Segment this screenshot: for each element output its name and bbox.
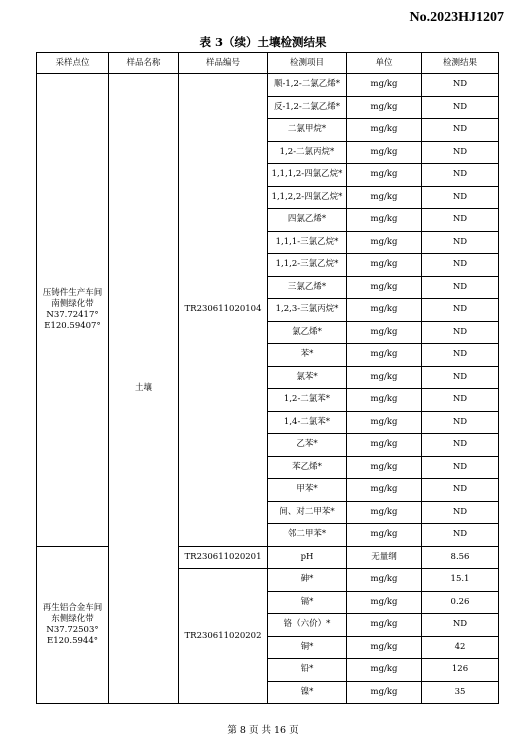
test-item-cell: 反-1,2-二氯乙烯* — [268, 96, 347, 119]
unit-cell: mg/kg — [347, 524, 422, 547]
result-cell: ND — [422, 389, 499, 412]
site-longitude: E120.59407° — [44, 320, 101, 331]
result-cell: ND — [422, 209, 499, 232]
table-row — [37, 74, 499, 97]
result-cell: ND — [422, 411, 499, 434]
header-test-item: 检测项目 — [268, 53, 347, 74]
test-item-cell: 1,2-二氯丙烷* — [268, 141, 347, 164]
result-cell: ND — [422, 254, 499, 277]
test-item-cell: 苯* — [268, 344, 347, 367]
unit-cell: mg/kg — [347, 681, 422, 704]
test-item-cell: 1,1,2,2-四氯乙烷* — [268, 186, 347, 209]
table-header-row — [37, 53, 499, 74]
result-cell: ND — [422, 231, 499, 254]
result-cell: ND — [422, 141, 499, 164]
test-item-cell: 邻二甲苯* — [268, 524, 347, 547]
result-cell: ND — [422, 186, 499, 209]
unit-cell: mg/kg — [347, 614, 422, 637]
result-cell: ND — [422, 456, 499, 479]
test-item-cell: 1,1,2-三氯乙烷* — [268, 254, 347, 277]
test-item-cell: 氯苯* — [268, 366, 347, 389]
unit-cell: mg/kg — [347, 231, 422, 254]
test-item-cell: 1,1,1-三氯乙烷* — [268, 231, 347, 254]
test-item-cell: 四氯乙烯* — [268, 209, 347, 232]
result-cell: 42 — [422, 636, 499, 659]
sample-id-cell: TR230611020201 — [179, 546, 268, 569]
test-item-cell: 乙苯* — [268, 434, 347, 457]
table-row — [37, 546, 499, 569]
test-item-cell: 1,2,3-三氯丙烷* — [268, 299, 347, 322]
page-footer: 第 8 页 共 16 页 — [227, 725, 299, 736]
unit-cell: mg/kg — [347, 456, 422, 479]
unit-cell: mg/kg — [347, 591, 422, 614]
unit-cell: mg/kg — [347, 389, 422, 412]
test-item-cell: 甲苯* — [268, 479, 347, 502]
test-item-cell: 1,1,1,2-四氯乙烷* — [268, 164, 347, 187]
unit-cell: 无量纲 — [347, 546, 422, 569]
test-item-cell: 间、对二甲苯* — [268, 501, 347, 524]
site-longitude: E120.5944° — [46, 635, 98, 646]
test-item-cell: 砷* — [268, 569, 347, 592]
result-cell: ND — [422, 164, 499, 187]
test-item-cell: 铜* — [268, 636, 347, 659]
unit-cell: mg/kg — [347, 344, 422, 367]
unit-cell: mg/kg — [347, 119, 422, 142]
result-cell: ND — [422, 276, 499, 299]
unit-cell: mg/kg — [347, 254, 422, 277]
unit-cell: mg/kg — [347, 659, 422, 682]
unit-cell: mg/kg — [347, 411, 422, 434]
result-cell: ND — [422, 614, 499, 637]
test-item-cell: 氯乙烯* — [268, 321, 347, 344]
test-item-cell: 铬（六价）* — [268, 614, 347, 637]
result-cell: 15.1 — [422, 569, 499, 592]
table-title: 表 3（续）土壤检测结果 — [199, 35, 327, 49]
header-sample-name: 样品名称 — [109, 53, 179, 74]
unit-cell: mg/kg — [347, 569, 422, 592]
test-item-cell: 三氯乙烯* — [268, 276, 347, 299]
site-cell — [37, 546, 109, 704]
unit-cell: mg/kg — [347, 186, 422, 209]
test-item-cell: pH — [268, 546, 347, 569]
result-cell: ND — [422, 434, 499, 457]
result-cell: ND — [422, 321, 499, 344]
result-cell: 8.56 — [422, 546, 499, 569]
test-item-cell: 镉* — [268, 591, 347, 614]
unit-cell: mg/kg — [347, 74, 422, 97]
result-cell: ND — [422, 366, 499, 389]
unit-cell: mg/kg — [347, 434, 422, 457]
result-cell: 0.26 — [422, 591, 499, 614]
site-name: 再生铝合金车间东侧绿化带 — [42, 602, 103, 624]
header-result: 检测结果 — [422, 53, 499, 74]
site-name: 压铸件生产车间南侧绿化带 — [42, 287, 103, 309]
sample-id-cell: TR230611020202 — [179, 569, 268, 704]
site-latitude: N37.72503° — [46, 624, 99, 635]
result-cell: ND — [422, 299, 499, 322]
result-cell: ND — [422, 479, 499, 502]
result-cell: ND — [422, 344, 499, 367]
result-cell: 35 — [422, 681, 499, 704]
unit-cell: mg/kg — [347, 209, 422, 232]
result-cell: ND — [422, 501, 499, 524]
result-cell: ND — [422, 96, 499, 119]
header-unit: 单位 — [347, 53, 422, 74]
site-cell — [37, 74, 109, 547]
unit-cell: mg/kg — [347, 501, 422, 524]
result-cell: ND — [422, 524, 499, 547]
unit-cell: mg/kg — [347, 479, 422, 502]
sample-name-cell: 土壤 — [109, 74, 179, 704]
test-item-cell: 苯乙烯* — [268, 456, 347, 479]
unit-cell: mg/kg — [347, 164, 422, 187]
soil-results-table — [36, 52, 499, 704]
site-latitude: N37.72417° — [46, 309, 99, 320]
result-cell: 126 — [422, 659, 499, 682]
test-item-cell: 铅* — [268, 659, 347, 682]
result-cell: ND — [422, 119, 499, 142]
test-item-cell: 1,4-二氯苯* — [268, 411, 347, 434]
unit-cell: mg/kg — [347, 366, 422, 389]
unit-cell: mg/kg — [347, 141, 422, 164]
test-item-cell: 顺-1,2-二氯乙烯* — [268, 74, 347, 97]
sample-id-cell: TR230611020104 — [179, 74, 268, 547]
unit-cell: mg/kg — [347, 299, 422, 322]
header-site: 采样点位 — [37, 53, 109, 74]
unit-cell: mg/kg — [347, 276, 422, 299]
report-number: No.2023HJ1207 — [409, 10, 504, 25]
unit-cell: mg/kg — [347, 636, 422, 659]
header-sample-id: 样品编号 — [179, 53, 268, 74]
test-item-cell: 镍* — [268, 681, 347, 704]
test-item-cell: 1,2-二氯苯* — [268, 389, 347, 412]
test-item-cell: 二氯甲烷* — [268, 119, 347, 142]
result-cell: ND — [422, 74, 499, 97]
unit-cell: mg/kg — [347, 96, 422, 119]
unit-cell: mg/kg — [347, 321, 422, 344]
